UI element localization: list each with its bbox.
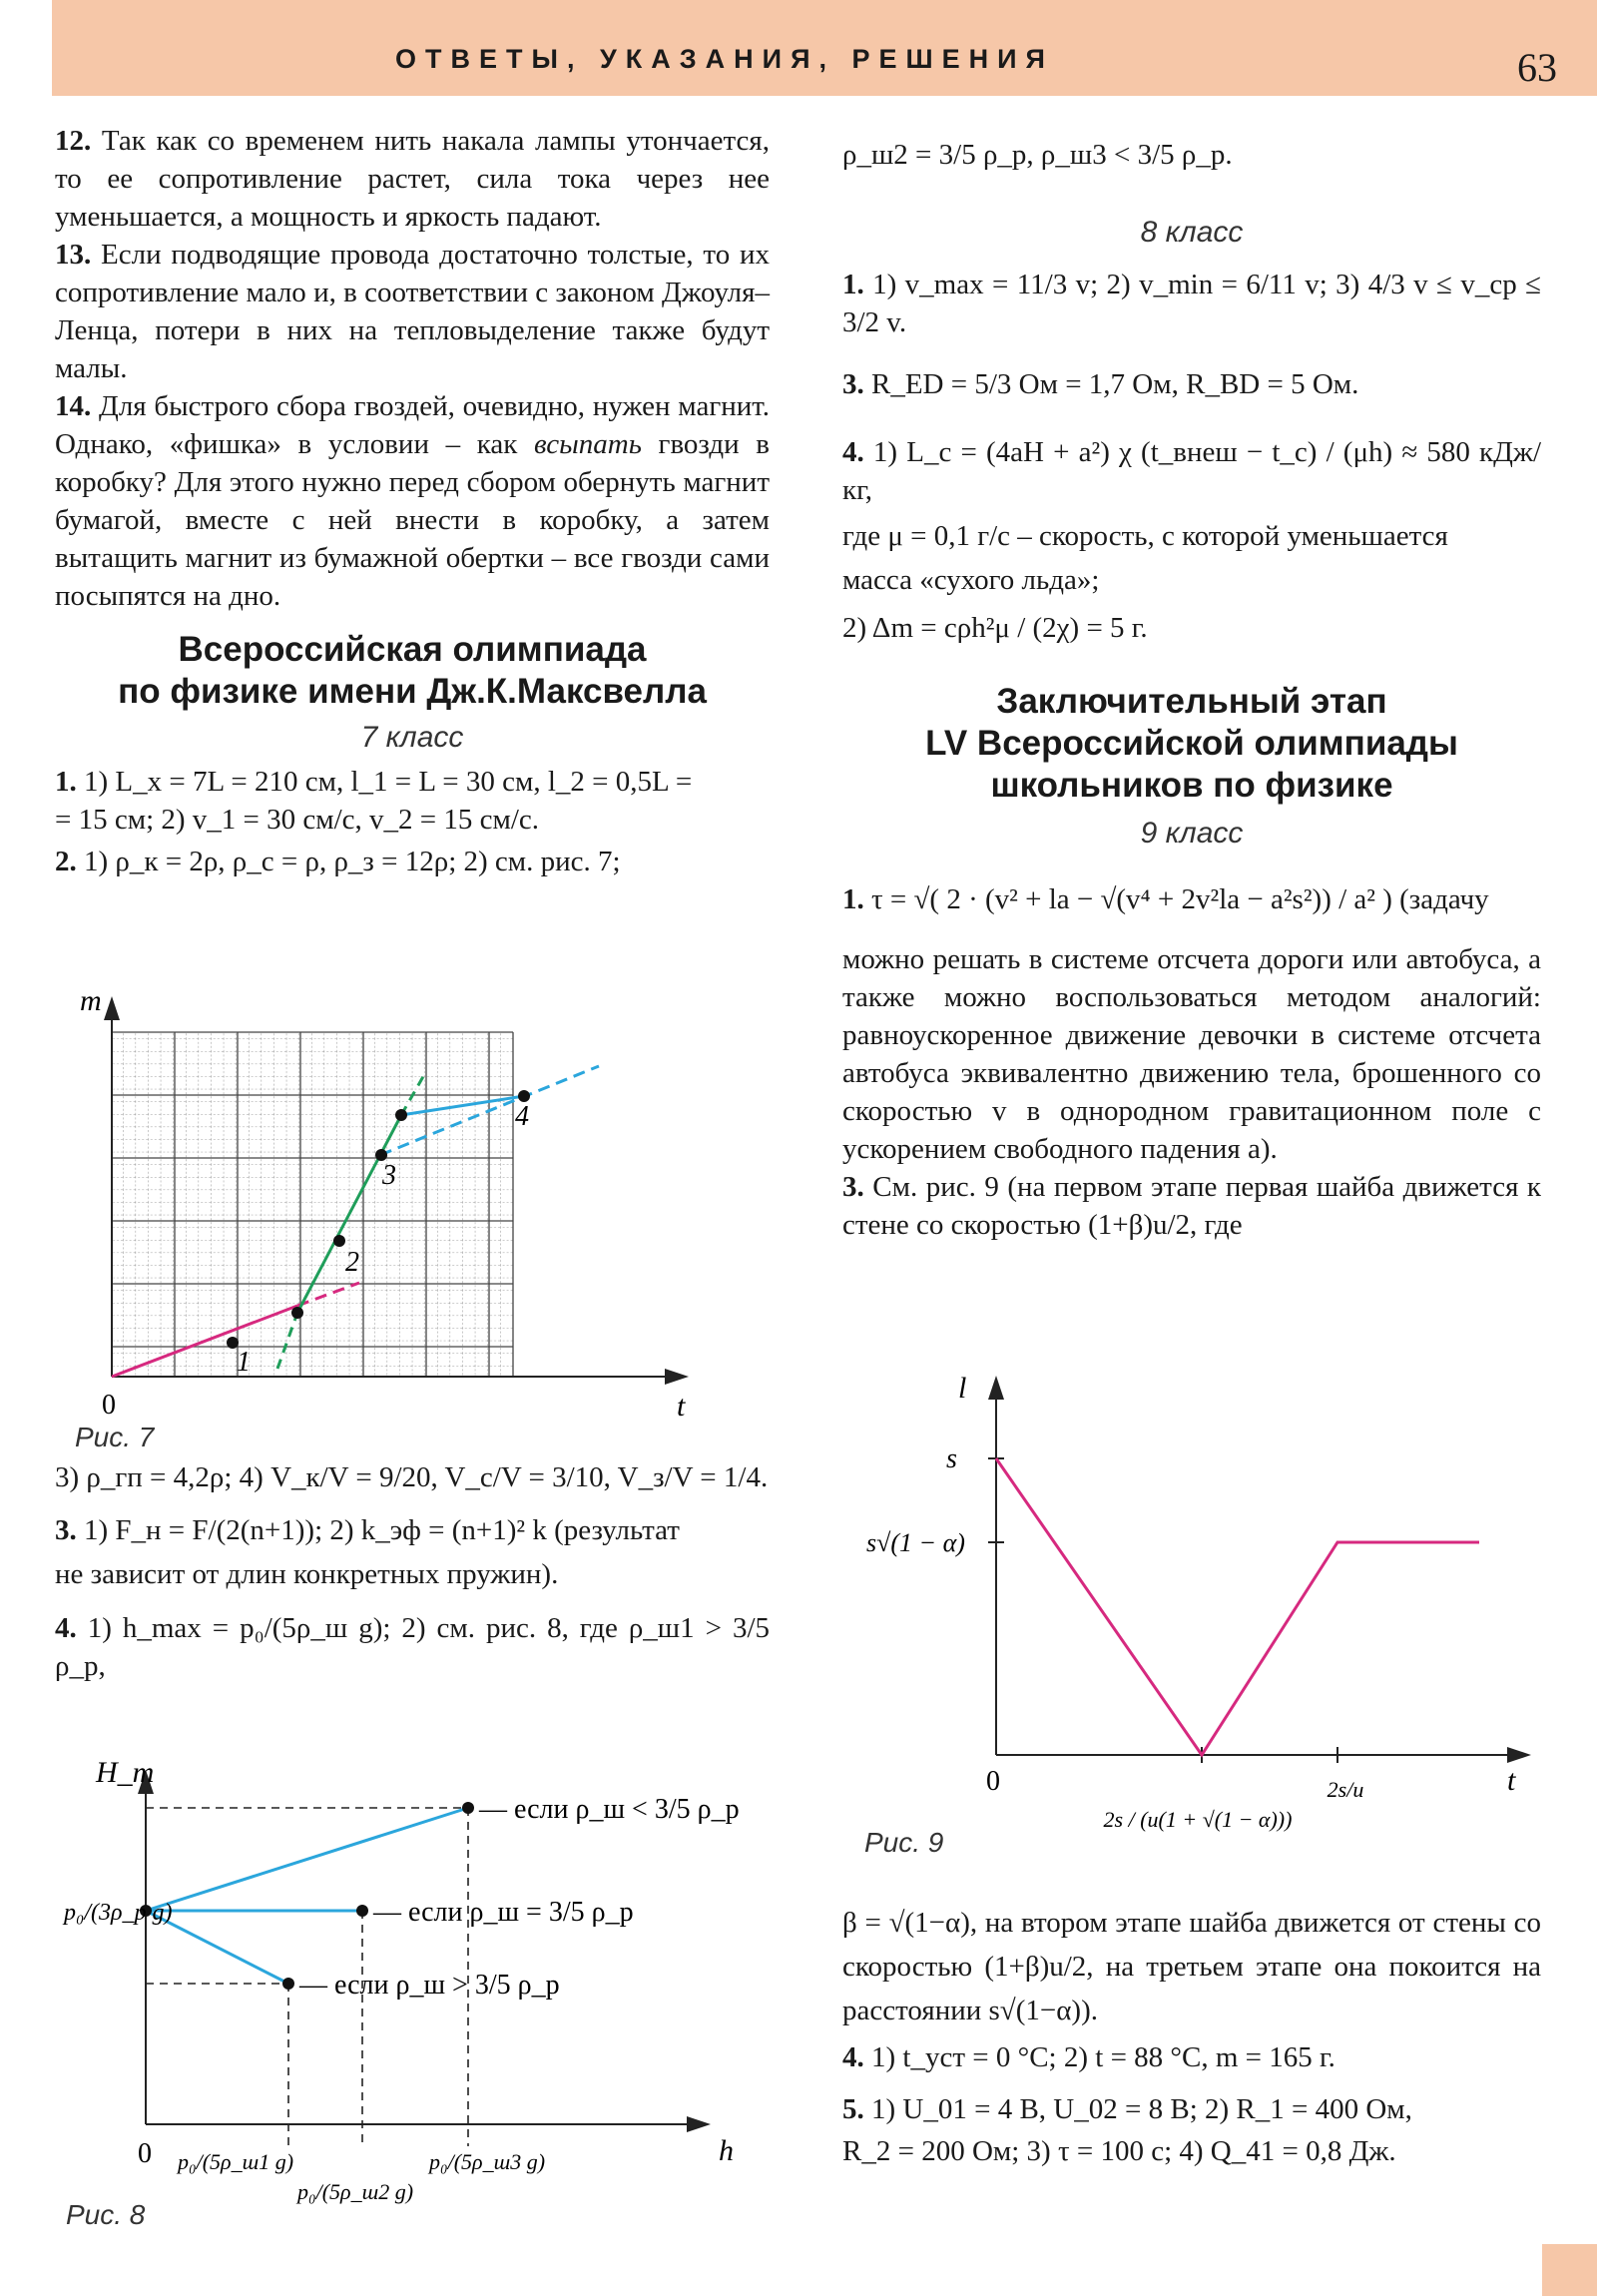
- answer-7-4: 4. 1) h_max = p₀/(5ρ_ш g); 2) см. рис. 8, где ρ_ш1 > 3/5 ρ_р,: [55, 1612, 770, 1682]
- fig7-point-top: [395, 1109, 407, 1121]
- answer-7-3: 3. 1) F_н = F/(2(n+1)); 2) k_эф = (n+1)² k (результат: [55, 1514, 680, 1546]
- header-title: ОТВЕТЫ, УКАЗАНИЯ, РЕШЕНИЯ: [395, 44, 1054, 74]
- left-column: [55, 122, 770, 880]
- left-column-lower: [55, 1455, 770, 1685]
- grade-8-heading: 8 класс: [1140, 216, 1244, 249]
- right-column-lower: [842, 1901, 1541, 2170]
- fig9-y-arrow: [988, 1376, 1004, 1400]
- answer-7-3-cont: не зависит от длин конкретных пружин).: [55, 1558, 559, 1590]
- answer-8-1: 1. 1) v_max = 11/3 v; 2) v_min = 6/11 v; 3) 4/3 v ≤ v_ср ≤ 3/2 v.: [842, 269, 1542, 338]
- page-corner-tab: [1542, 2244, 1597, 2296]
- fig8-x-arrow: [687, 2116, 711, 2132]
- page-header: [52, 0, 1597, 96]
- fig9-curve: [996, 1458, 1479, 1755]
- answer-7-1: 1. 1) L_x = 7L = 210 см, l_1 = L = 30 см, l_2 = 0,5L =: [55, 766, 693, 798]
- fig8-x-tick-3: p₀/(5ρ_ш3 g): [428, 2149, 546, 2174]
- answer-13: 13. Если подводящие провода достаточно толстые, то их сопротивление мало и, в соответствии с законом Джоуля–Ленца, потери в них на тепловыделение также будут малы.: [55, 239, 770, 384]
- answer-12: 12. Так как со временем нить накала лампы утончается, то ее сопротивление растет, сила тока через нее уменьшается, а мощность и яркость падают.: [55, 125, 770, 233]
- answer-9-4: 4. 1) t_уст = 0 °C; 2) t = 88 °C, m = 165 г.: [842, 2041, 1335, 2073]
- answer-8-4: 4. 1) L_c = (4aH + a²) χ (t_внеш − t_c) / (μh) ≈ 580 кДж/кг,: [842, 436, 1542, 506]
- answer-9-5: 5. 1) U_01 = 4 В, U_02 = 8 В; 2) R_1 = 400 Ом,: [842, 2093, 1412, 2125]
- fig9-origin: 0: [986, 1766, 1000, 1797]
- figure-9: [858, 1368, 1557, 1837]
- fig9-x-tick-1: 2s / (u(1 + √(1 − α))): [1103, 1807, 1293, 1832]
- fig7-label-3: 3: [382, 1160, 396, 1191]
- page-number: 63: [1517, 45, 1557, 90]
- fig7-caption: Рис. 7: [75, 1422, 155, 1452]
- fig7-grid: [112, 1032, 513, 1377]
- fig7-point-2: [333, 1235, 345, 1247]
- answer-9-1: 1. τ = √( 2 · (v² + la − √(v⁴ + 2v²la − a²s²)) / a² ) (задачу: [842, 883, 1489, 915]
- fig7-y-arrow: [104, 996, 120, 1020]
- answer-9-3: 3. См. рис. 9 (на первом этапе первая шайба движется к стене со скоростью (1+β)u/2, где: [842, 1171, 1541, 1241]
- figure-8: [60, 1752, 759, 2211]
- fig8-line-label-eq: — если ρ_ш = 3/5 ρ_р: [373, 1897, 634, 1928]
- answer-8-4-l2: где μ = 0,1 г/с – скорость, с которой уменьшается: [842, 520, 1448, 552]
- answer-9-1-text: можно решать в системе отсчета дороги или автобуса, а также можно воспользоваться методом аналогий: равноускоренное движение девочки в системе отсчета автобуса эквивалентно движению тела, брошенного со скоростью v в однородном гравитационном поле с ускорением свободного падения a).: [842, 943, 1541, 1165]
- fig9-x-tick-2: 2s/u: [1327, 1777, 1364, 1802]
- fig8-x-tick-1: p₀/(5ρ_ш1 g): [177, 2149, 294, 2174]
- fig8-x-tick-2: p₀/(5ρ_ш2 g): [296, 2179, 414, 2204]
- fig9-y-tick-s-root: s√(1 − α): [866, 1528, 965, 1557]
- fig9-y-tick-s: s: [946, 1443, 957, 1474]
- answer-8-4-l4: 2) Δm = cρh²μ / (2χ) = 5 г.: [842, 612, 1148, 644]
- section-title-final-stage: Заключительный этап LV Всероссийской олимпиады школьников по физике: [925, 682, 1458, 805]
- fig9-axis-x-label: t: [1507, 1764, 1516, 1797]
- fig7-axis-x-label: t: [677, 1390, 686, 1423]
- fig8-line-lt: [146, 1808, 468, 1911]
- right-column: [842, 122, 1541, 1244]
- fig7-label-2: 2: [345, 1247, 359, 1278]
- grade-7-heading: 7 класс: [360, 721, 464, 754]
- answer-9-5-cont: R_2 = 200 Ом; 3) τ = 100 с; 4) Q_41 = 0,8 Дж.: [842, 2135, 1396, 2167]
- fig8-y-tick-label: p₀/(3ρ_р g): [64, 1900, 173, 1926]
- answer-7-2-cont: 3) ρ_гп = 4,2ρ; 4) V_к/V = 9/20, V_с/V = 3/10, V_з/V = 1/4.: [55, 1461, 769, 1493]
- answer-14: 14. Для быстрого сбора гвоздей, очевидно, нужен магнит. Однако, «фишка» в условии – как всыпать гвозди в коробку? Для этого нужно перед сбором обернуть магнит бумагой, вместе с ней внести в коробку, а затем вытащить магнит из бумажной обертки – все гвозди сами посыпятся на дно.: [55, 390, 770, 612]
- fig8-axis-y-label: H_m: [96, 1756, 155, 1789]
- fig7-label-4: 4: [515, 1101, 529, 1132]
- fig7-axis-y-label: m: [80, 988, 102, 1017]
- fig7-x-arrow: [665, 1369, 689, 1385]
- fig8-axis-x-label: h: [719, 2134, 734, 2167]
- fig7-origin: 0: [102, 1390, 116, 1421]
- fig9-caption: Рис. 9: [864, 1827, 944, 1858]
- answer-7-2: 2. 1) ρ_к = 2ρ, ρ_с = ρ, ρ_з = 12ρ; 2) см. рис. 7;: [55, 846, 621, 877]
- fig7-point-junction: [291, 1307, 303, 1319]
- fig9-x-arrow: [1507, 1747, 1531, 1763]
- answer-8-4-l3: масса «сухого льда»;: [842, 564, 1100, 596]
- answer-9-3-cont: β = √(1−α), на втором этапе шайба движется от стены со скоростью (1+β)u/2, на третьем этапе она покоится на расстоянии s√(1−α)).: [842, 1907, 1541, 2026]
- answer-8-3: 3. R_ED = 5/3 Ом = 1,7 Ом, R_BD = 5 Ом.: [842, 368, 1359, 400]
- grade-9-heading: 9 класс: [1140, 817, 1244, 850]
- answer-7-4-cont: ρ_ш2 = 3/5 ρ_р, ρ_ш3 < 3/5 ρ_р.: [842, 139, 1233, 171]
- fig8-line-label-lt: — если ρ_ш < 3/5 ρ_р: [479, 1794, 740, 1825]
- fig8-origin: 0: [138, 2138, 152, 2169]
- figure-7: [60, 988, 699, 1428]
- fig8-line-label-gt: — если ρ_ш > 3/5 ρ_р: [299, 1970, 560, 2001]
- answer-7-1-cont: = 15 см; 2) v_1 = 30 см/с, v_2 = 15 см/с.: [55, 804, 540, 836]
- fig8-caption: Рис. 8: [66, 2199, 146, 2230]
- fig7-label-1: 1: [237, 1347, 251, 1378]
- section-title-maxwell: Всероссийская олимпиада по физике имени Дж.К.Максвелла: [118, 630, 707, 711]
- fig9-axis-y-label: l: [958, 1372, 967, 1405]
